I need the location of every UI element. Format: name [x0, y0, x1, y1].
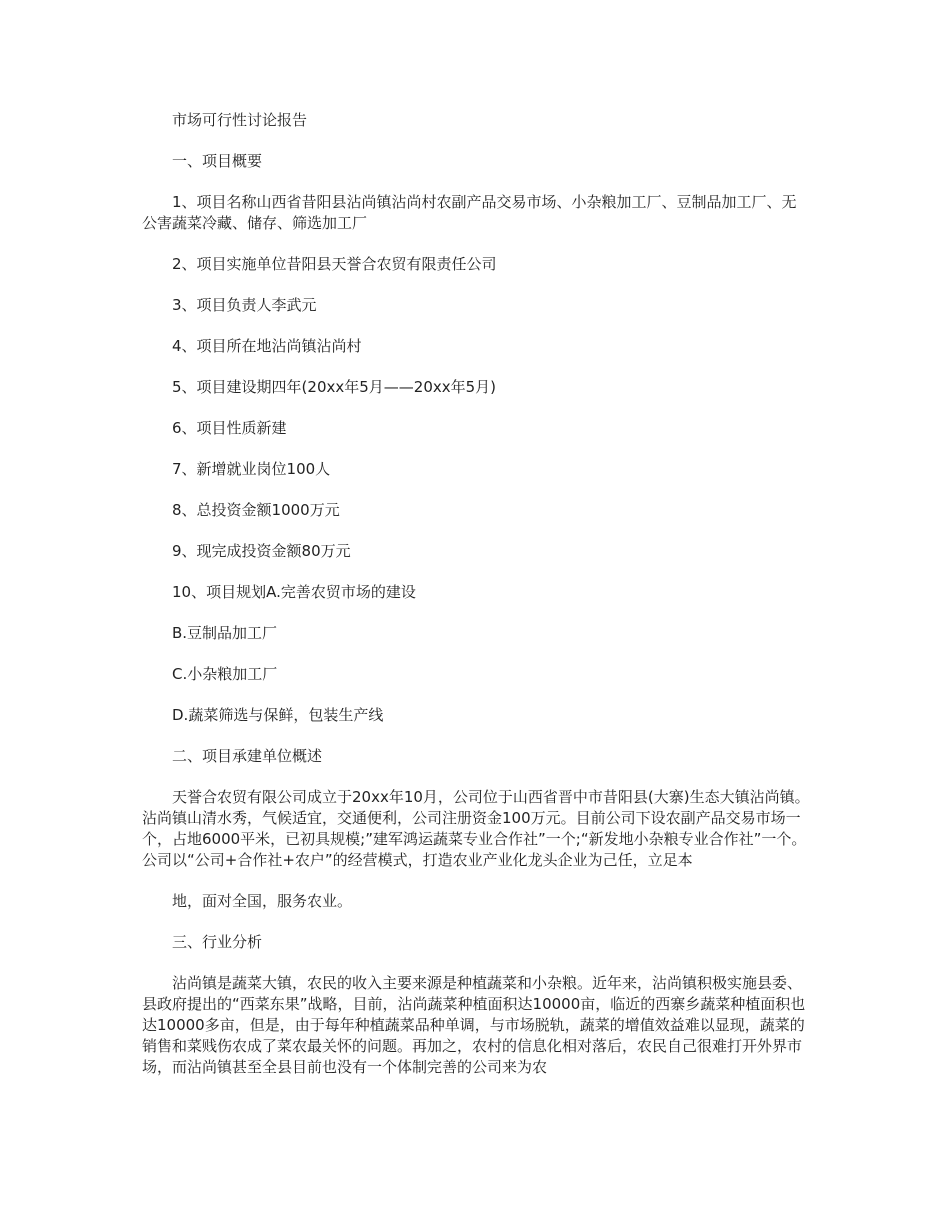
paragraph-project-plan-b: B.豆制品加工厂 — [172, 624, 278, 642]
document-title: 市场可行性讨论报告 — [172, 111, 308, 129]
section-heading-overview: 一、项目概要 — [172, 152, 263, 170]
paragraph-project-leader: 3、项目负责人李武元 — [172, 296, 317, 314]
paragraph-project-plan-d: D.蔬菜筛选与保鲜，包装生产线 — [172, 706, 384, 724]
paragraph-new-jobs: 7、新增就业岗位100人 — [172, 460, 331, 478]
paragraph-implementing-unit: 2、项目实施单位昔阳县天誉合农贸有限责任公司 — [172, 255, 497, 273]
paragraph-company-description: 天誉合农贸有限公司成立于20xx年10月，公司位于山西省晋中市昔阳县(大寨)生态大镇沾尚镇。沾尚镇山清水秀，气候适宜，交通便利，公司注册资金100万元。目前公司下设农副产品交易市场一个，占地6000平米，已初具规模;”建军鸿运蔬菜专业合作社”一个;“新发地小杂粮专业合作社”一个。公司以“公司+合作社+农户”的经营模式，打造农业产业化龙头企业为己任，立足本 — [142, 788, 810, 869]
section-heading-company-overview: 二、项目承建单位概述 — [172, 747, 323, 765]
paragraph-construction-period: 5、项目建设期四年(20xx年5月——20xx年5月) — [172, 378, 497, 396]
paragraph-project-location: 4、项目所在地沾尚镇沾尚村 — [172, 337, 362, 355]
paragraph-industry-analysis: 沾尚镇是蔬菜大镇，农民的收入主要来源是种植蔬菜和小杂粮。近年来，沾尚镇积极实施县委、县政府提出的“西菜东果”战略，目前，沾尚蔬菜种植面积达10000亩，临近的西寨乡蔬菜种植面积也达10000多亩，但是，由于每年种植蔬菜品种单调，与市场脱轨，蔬菜的增值效益难以显现，蔬菜的销售和菜贱伤农成了菜农最关怀的问题。再加之，农村的信息化相对落后，农民自己很难打开外界市场，而沾尚镇甚至全县目前也没有一个体制完善的公司来为农 — [142, 974, 806, 1076]
paragraph-total-investment: 8、总投资金额1000万元 — [172, 501, 340, 519]
paragraph-project-name: 1、项目名称山西省昔阳县沾尚镇沾尚村农副产品交易市场、小杂粮加工厂、豆制品加工厂、无公害蔬菜冷藏、储存、筛选加工厂 — [142, 193, 797, 232]
paragraph-completed-investment: 9、现完成投资金额80万元 — [172, 542, 351, 560]
paragraph-company-description-end: 地，面对全国，服务农业。 — [172, 892, 353, 910]
section-heading-industry-analysis: 三、行业分析 — [172, 933, 263, 951]
paragraph-project-plan-a: 10、项目规划A.完善农贸市场的建设 — [172, 583, 416, 601]
document-body — [142, 110, 810, 1098]
paragraph-project-plan-c: C.小杂粮加工厂 — [172, 665, 278, 683]
paragraph-project-nature: 6、项目性质新建 — [172, 419, 287, 437]
